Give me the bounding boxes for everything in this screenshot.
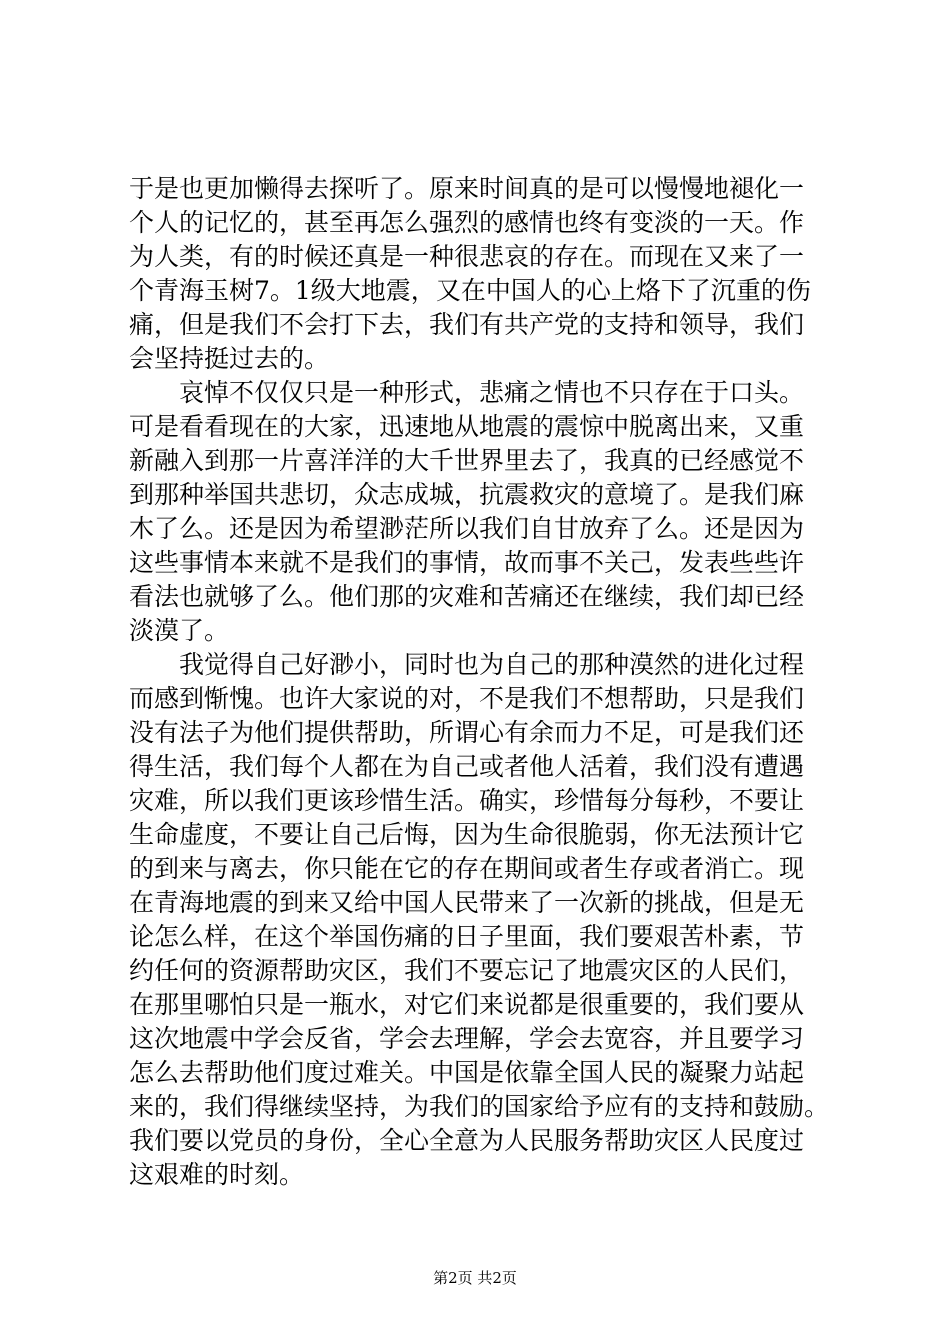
text-line: 得生活，我们每个人都在为自己或者他人活着，我们没有遭遇 xyxy=(129,752,805,781)
text-line: 这些事情本来就不是我们的事情，故而事不关己，发表些些许 xyxy=(129,548,805,577)
text-line: 没有法子为他们提供帮助，所谓心有余而力不足，可是我们还 xyxy=(129,718,805,747)
text-line: 我觉得自己好渺小，同时也为自己的那种漠然的进化过程 xyxy=(129,650,805,679)
text-line: 生命虚度，不要让自己后悔，因为生命很脆弱，你无法预计它 xyxy=(129,820,805,849)
text-line: 我们要以党员的身份，全心全意为人民服务帮助灾区人民度过 xyxy=(129,1126,805,1155)
text-line: 可是看看现在的大家，迅速地从地震的震惊中脱离出来，又重 xyxy=(129,412,805,441)
text-line: 这次地震中学会反省，学会去理解，学会去宽容，并且要学习 xyxy=(129,1024,805,1053)
text-line: 痛，但是我们不会打下去，我们有共产党的支持和领导，我们 xyxy=(129,310,805,339)
text-line: 哀悼不仅仅只是一种形式，悲痛之情也不只存在于口头。 xyxy=(129,378,805,407)
page-footer xyxy=(0,1268,950,1288)
text-line: 于是也更加懒得去探听了。原来时间真的是可以慢慢地褪化一 xyxy=(129,174,805,203)
text-line: 在那里哪怕只是一瓶水，对它们来说都是很重要的，我们要从 xyxy=(129,990,805,1019)
text-line: 的到来与离去，你只能在它的存在期间或者生存或者消亡。现 xyxy=(129,854,805,883)
text-line: 个青海玉树7。1级大地震，又在中国人的心上烙下了沉重的伤 xyxy=(129,276,811,305)
text-line: 论怎么样，在这个举国伤痛的日子里面，我们要艰苦朴素，节 xyxy=(129,922,805,951)
text-line: 个人的记忆的，甚至再怎么强烈的感情也终有变淡的一天。作 xyxy=(129,208,805,237)
text-line: 灾难，所以我们更该珍惜生活。确实，珍惜每分每秒，不要让 xyxy=(129,786,805,815)
text-line: 而感到惭愧。也许大家说的对，不是我们不想帮助，只是我们 xyxy=(129,684,805,713)
text-line: 在青海地震的到来又给中国人民带来了一次新的挑战，但是无 xyxy=(129,888,805,917)
text-line: 木了么。还是因为希望渺茫所以我们自甘放弃了么。还是因为 xyxy=(129,514,805,543)
body-text xyxy=(129,172,849,1192)
text-line: 淡漠了。 xyxy=(129,616,230,645)
text-line: 看法也就够了么。他们那的灾难和苦痛还在继续，我们却已经 xyxy=(129,582,805,611)
text-line: 到那种举国共悲切，众志成城，抗震救灾的意境了。是我们麻 xyxy=(129,480,805,509)
text-line: 来的，我们得继续坚持，为我们的国家给予应有的支持和鼓励。 xyxy=(129,1092,830,1121)
text-line: 怎么去帮助他们度过难关。中国是依靠全国人民的凝聚力站起 xyxy=(129,1058,805,1087)
page-number: 第2页 共2页 xyxy=(433,1269,517,1287)
text-line: 约任何的资源帮助灾区，我们不要忘记了地震灾区的人民们， xyxy=(129,956,805,985)
text-line: 会坚持挺过去的。 xyxy=(129,344,330,373)
text-line: 为人类，有的时候还真是一种很悲哀的存在。而现在又来了一 xyxy=(129,242,805,271)
text-line: 新融入到那一片喜洋洋的大千世界里去了，我真的已经感觉不 xyxy=(129,446,805,475)
text-line: 这艰难的时刻。 xyxy=(129,1160,305,1189)
